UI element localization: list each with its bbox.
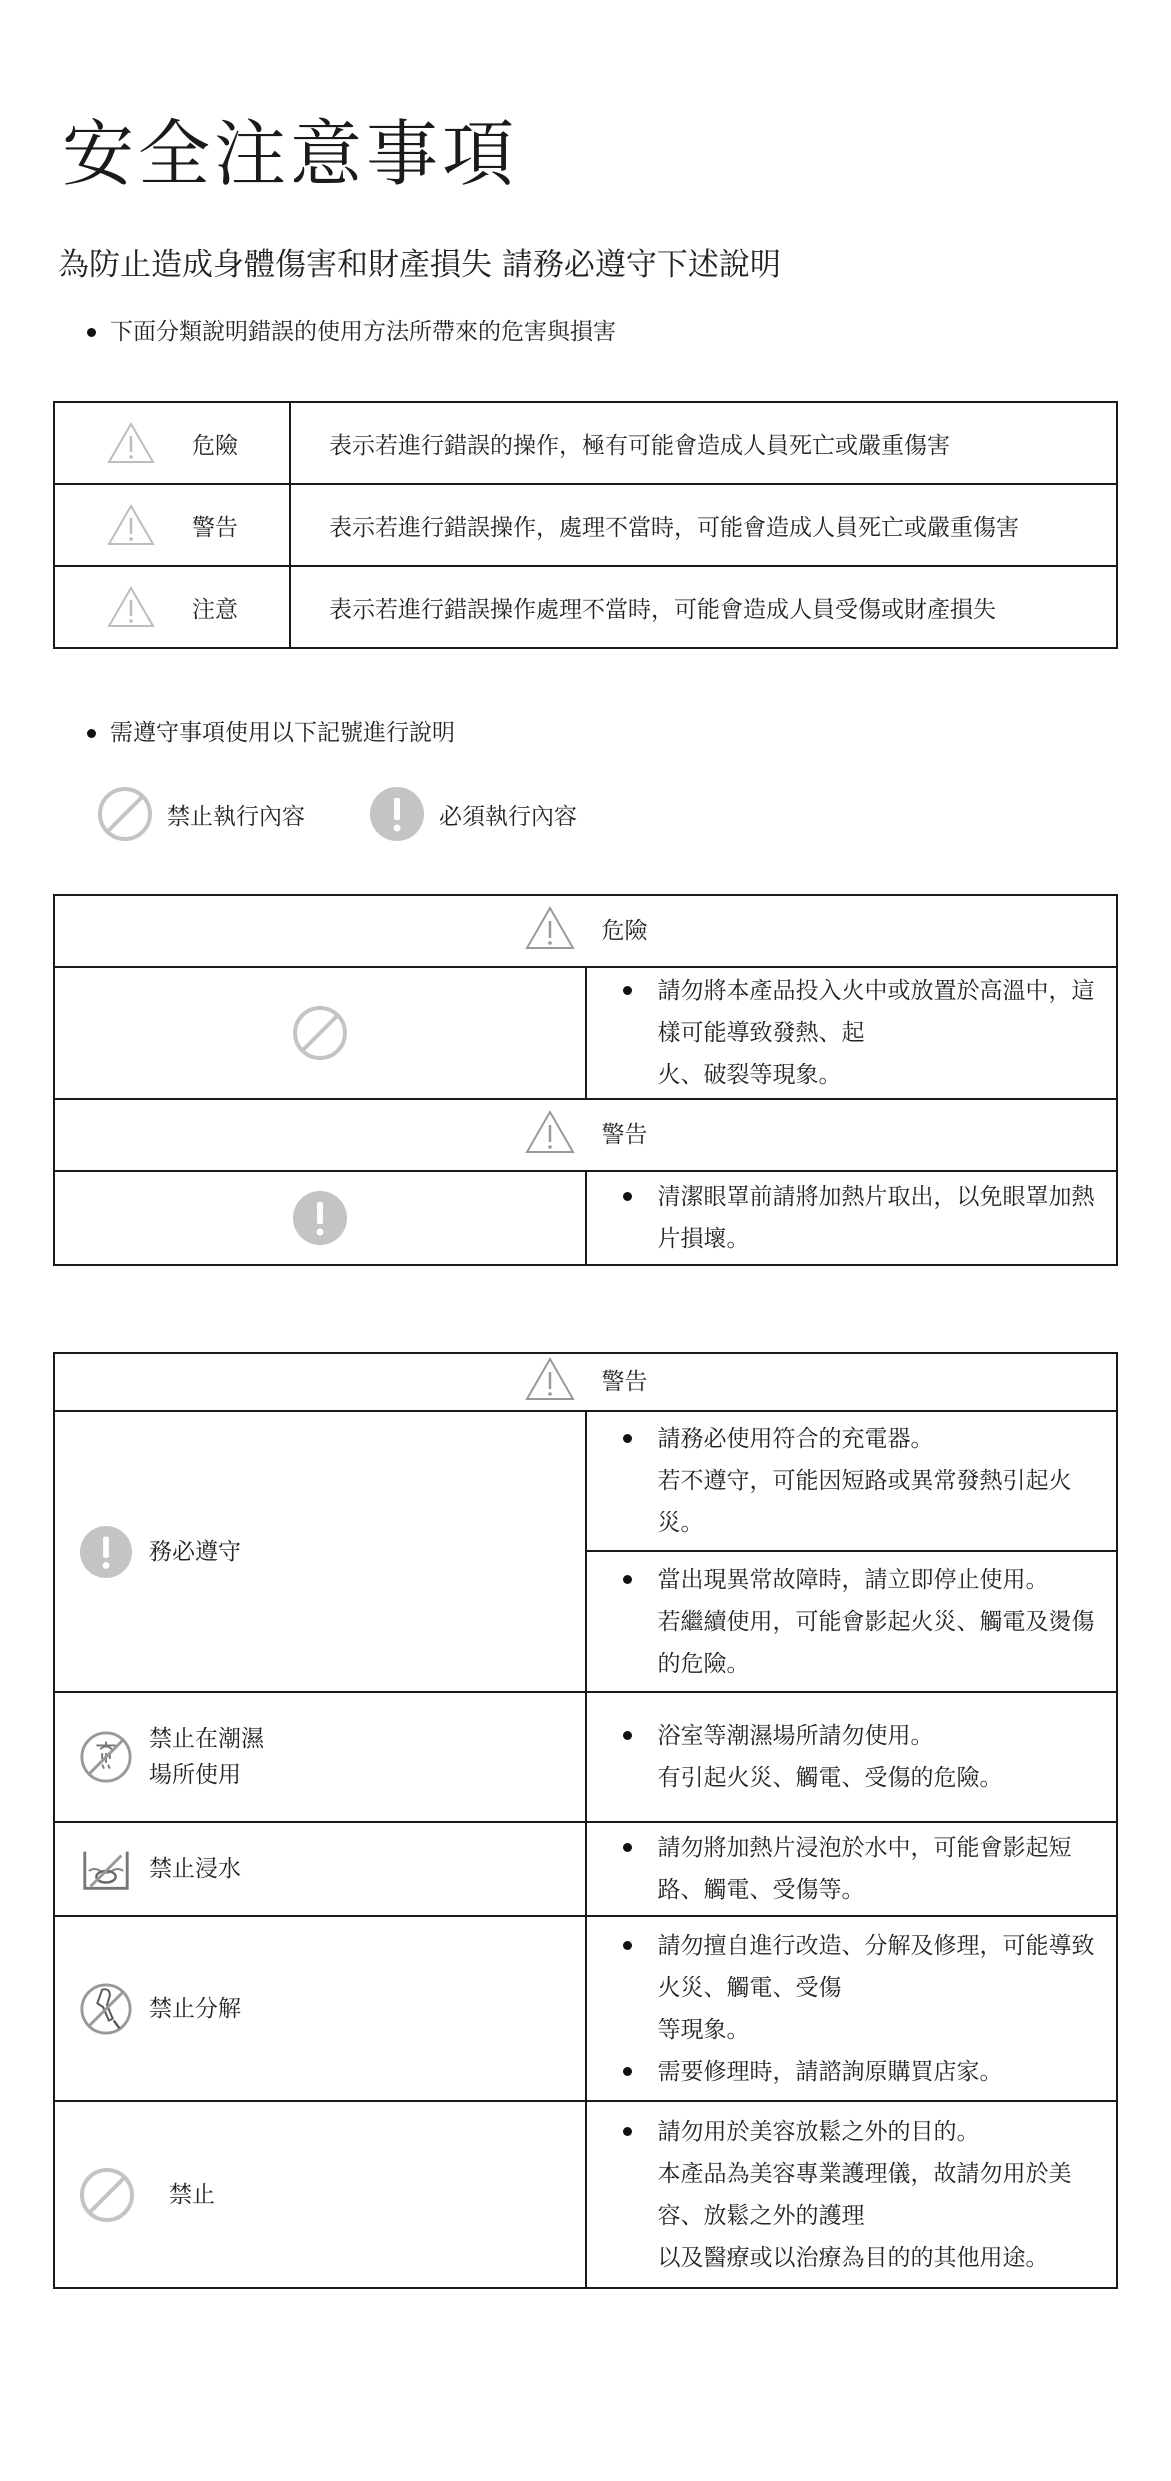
prohibited-label: 禁止 [169, 2181, 215, 2208]
no-immersion-row [54, 1822, 1117, 1916]
warning-header-label: 警告 [601, 1121, 648, 1148]
level-desc: 表示若進行錯誤操作處理不當時，可能會造成人員受傷或財產損失 [290, 566, 1117, 648]
prohibited-icon [292, 1005, 348, 1061]
bullet-dot [87, 328, 96, 337]
level-row-warning [54, 484, 1117, 566]
detail-text-line: 請勿擅自進行改造、分解及修理，可能導致火災、觸電、受傷 [657, 1932, 1095, 2001]
danger-header-label: 危險 [601, 917, 648, 944]
prohibited-icon [97, 786, 153, 842]
no-humid-label-line: 禁止在潮濕 [149, 1726, 264, 1752]
hazard-level-table [53, 401, 1118, 649]
danger-header-row [54, 895, 1117, 967]
danger-text-line: 請勿將本產品投入火中或放置於高溫中，這樣可能導致發熱、起 [657, 978, 1095, 1046]
danger-text-line: 火、破裂等現象。 [657, 1062, 842, 1088]
page-subtitle: 為防止造成身體傷害和財產損失 請務必遵守下述說明 [58, 247, 781, 283]
level-desc: 表示若進行錯誤操作，處理不當時，可能會造成人員死亡或嚴重傷害 [290, 484, 1117, 566]
detail-text-line: 浴室等潮濕場所請勿使用。 [657, 1723, 934, 1749]
no-humid-label-line: 場所使用 [149, 1762, 241, 1788]
bullet-dot [623, 986, 632, 995]
no-immersion-icon [79, 1842, 133, 1896]
bullet-dot [623, 1731, 632, 1740]
level-label: 警告 [192, 514, 238, 541]
warning-detail-table [53, 1352, 1118, 2289]
warning-triangle-icon [524, 1109, 576, 1155]
detail-text-line: 以及醫療或以治療為目的的其他用途。 [657, 2244, 1049, 2271]
prohibited-icon [79, 2167, 135, 2223]
warning-triangle-icon [106, 585, 156, 629]
page-title: 安全注意事項 [62, 112, 519, 196]
bullet-dot [623, 2067, 632, 2076]
must-follow-row-1 [54, 1411, 1117, 1551]
bullet-dot [623, 2127, 632, 2136]
no-disassembly-label: 禁止分解 [149, 1995, 241, 2022]
detail-text-line: 若不遵守，可能因短路或異常發熱引起火災。 [657, 1468, 1072, 1536]
symbols-bullet-text: 需遵守事項使用以下記號進行說明 [110, 720, 455, 746]
detail-text-line: 請務必使用符合的充電器。 [657, 1426, 934, 1452]
exclamation-icon [369, 786, 425, 842]
warning-content-row [54, 1171, 1117, 1265]
detail-text-line: 請勿將加熱片浸泡於水中，可能會影起短路、觸電、受傷等。 [657, 1835, 1072, 1903]
symbol-mandatory-label: 必須執行內容 [439, 803, 577, 830]
bullet-dot [623, 1843, 632, 1852]
no-humid-row [54, 1692, 1117, 1822]
bullet-dot [87, 729, 96, 738]
intro-bullet [87, 321, 616, 344]
warning-triangle-icon [524, 905, 576, 951]
warning-triangle-icon [524, 1356, 576, 1402]
detail-text-line: 當出現異常故障時，請立即停止使用。 [657, 1566, 1049, 1593]
bullet-dot [623, 1941, 632, 1950]
bullet-dot [623, 1192, 632, 1201]
symbol-prohibited [97, 786, 305, 842]
symbol-mandatory [369, 786, 577, 842]
detail-text-line: 請勿用於美容放鬆之外的目的。 [657, 2118, 980, 2145]
prohibited-row [54, 2101, 1117, 2288]
symbols-bullet [87, 722, 455, 745]
detail-header-row [54, 1353, 1117, 1411]
exclamation-icon [292, 1190, 348, 1246]
level-label: 危險 [192, 432, 238, 459]
level-desc: 表示若進行錯誤的操作，極有可能會造成人員死亡或嚴重傷害 [290, 402, 1117, 484]
exclamation-icon [79, 1525, 133, 1579]
detail-header-label: 警告 [601, 1368, 648, 1395]
must-follow-label: 務必遵守 [149, 1538, 241, 1565]
bullet-dot [623, 1575, 632, 1584]
no-disassembly-row [54, 1916, 1117, 2101]
detail-text-line: 若繼續使用，可能會影起火災、觸電及燙傷的危險。 [657, 1608, 1095, 1677]
no-disassembly-icon [79, 1982, 133, 2036]
danger-content-row [54, 967, 1117, 1099]
warning-triangle-icon [106, 503, 156, 547]
warning-header-row [54, 1099, 1117, 1171]
detail-text-line: 需要修理時，請諮詢原購買店家。 [657, 2058, 1003, 2085]
detail-text-line: 有引起火災、觸電、受傷的危險。 [657, 1765, 1003, 1791]
warning-text-line: 清潔眼罩前請將加熱片取出，以免眼罩加熱片損壞。 [657, 1184, 1095, 1252]
level-label: 注意 [192, 596, 238, 623]
symbol-prohibited-label: 禁止執行內容 [167, 803, 305, 830]
bullet-dot [623, 1434, 632, 1443]
detail-text-line: 本產品為美容專業護理儀，故請勿用於美容、放鬆之外的護理 [657, 2160, 1072, 2229]
no-shower-icon [79, 1730, 133, 1784]
no-humid-label [149, 1721, 264, 1793]
danger-warning-table [53, 894, 1118, 1266]
detail-text-line: 等現象。 [657, 2016, 750, 2043]
no-immersion-label: 禁止浸水 [149, 1856, 241, 1882]
intro-bullet-text: 下面分類說明錯誤的使用方法所帶來的危害與損害 [110, 319, 616, 345]
level-row-danger [54, 402, 1117, 484]
level-row-caution [54, 566, 1117, 648]
warning-triangle-icon [106, 421, 156, 465]
